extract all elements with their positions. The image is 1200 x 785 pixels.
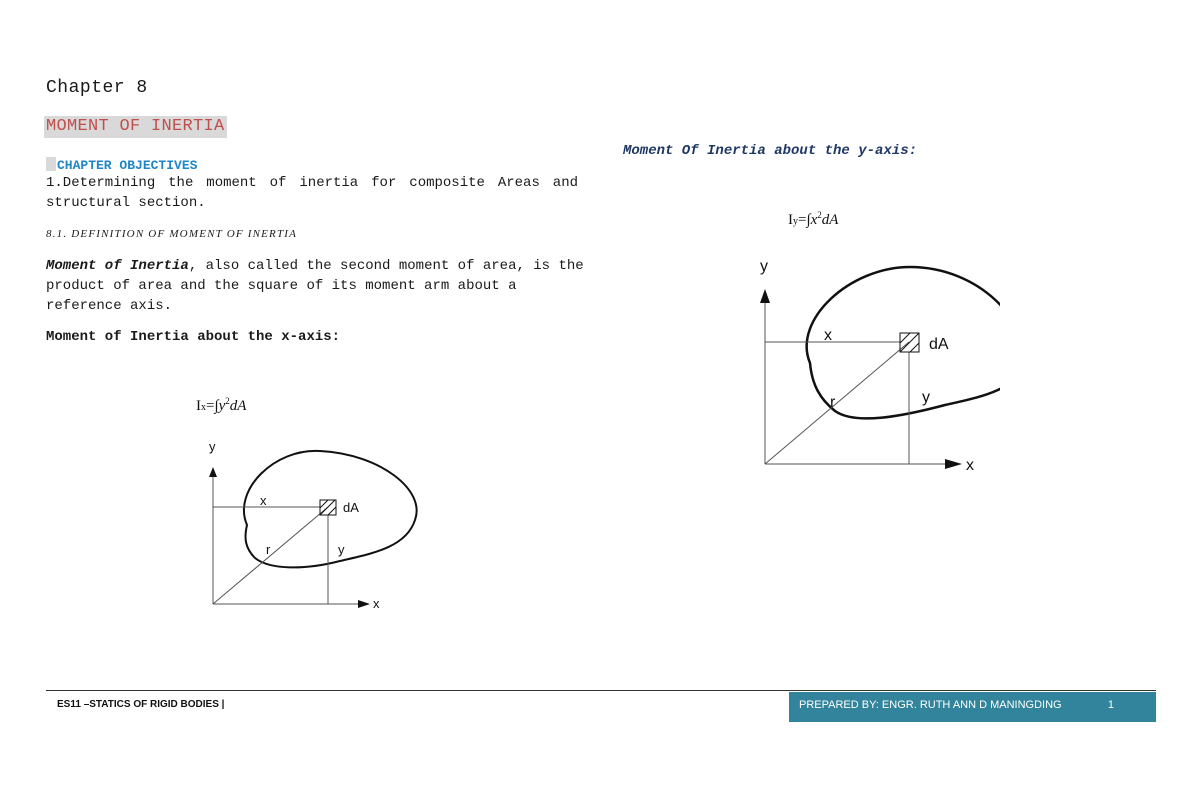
footer-divider — [46, 690, 1156, 691]
r-line — [213, 507, 328, 604]
definition-paragraph — [46, 256, 586, 316]
x-axis-arrow-icon — [945, 459, 962, 469]
formula-ix-integral: =∫ — [206, 398, 219, 414]
formula-ix-lhs: I — [196, 398, 201, 414]
y-axis-figure — [740, 245, 1000, 480]
x-axis-figure — [180, 430, 440, 620]
objectives-heading-text: CHAPTER OBJECTIVES — [57, 158, 198, 173]
chapter-title: Chapter 8 — [46, 78, 148, 98]
y-axis-label: y — [209, 439, 216, 454]
formula-iy-exp: 2 — [817, 210, 822, 220]
formula-iy — [788, 210, 838, 229]
page-number: 1 — [1107, 699, 1114, 711]
formula-ix-da: dA — [229, 398, 247, 414]
y-axis-label: y — [760, 258, 768, 275]
formula-ix — [196, 396, 246, 415]
x-distance-label: x — [260, 493, 267, 508]
objective-item: 1.Determining the moment of inertia for composite Areas and structural section. — [46, 175, 578, 211]
area-outline — [807, 267, 1000, 418]
r-line — [765, 342, 909, 464]
da-label: dA — [343, 500, 359, 515]
formula-iy-da: dA — [821, 212, 839, 228]
topic-title: MOMENT OF INERTIA — [46, 117, 225, 136]
x-distance-label: x — [824, 327, 832, 344]
da-hatch — [320, 500, 328, 508]
formula-iy-integral: =∫ — [798, 212, 811, 228]
formula-iy-var: x — [810, 212, 818, 228]
da-hatch — [328, 507, 336, 515]
definition-term: Moment of Inertia — [46, 258, 189, 274]
y-distance-label: y — [338, 542, 345, 557]
formula-ix-exp: 2 — [225, 396, 230, 406]
x-axis-label: x — [966, 457, 974, 474]
formula-iy-lhs: I — [788, 212, 793, 228]
da-label: dA — [929, 336, 949, 353]
definition-text: , also called the second moment of area, is the product of area and the square of its moment arm about a reference axis. — [46, 258, 584, 314]
highlight-marker — [46, 157, 56, 171]
y-distance-label: y — [922, 389, 930, 406]
y-axis-arrow-icon — [760, 289, 770, 303]
objectives-heading — [46, 157, 197, 173]
x-axis-arrow-icon — [358, 600, 370, 608]
formula-ix-sub: x — [201, 402, 206, 413]
da-hatch — [910, 343, 919, 352]
y-axis-heading: Moment Of Inertia about the y-axis: — [623, 143, 918, 159]
section-heading: 8.1. DEFINITION OF MOMENT OF INERTIA — [46, 228, 298, 240]
r-label: r — [830, 394, 836, 411]
footer-band — [789, 692, 1156, 722]
da-hatch — [900, 333, 919, 352]
formula-ix-var: y — [218, 398, 226, 414]
da-hatch — [320, 500, 335, 515]
x-axis-label: x — [373, 596, 380, 611]
r-label: r — [266, 542, 271, 557]
da-hatch — [900, 333, 910, 343]
formula-iy-sub: y — [793, 216, 798, 227]
x-axis-heading: Moment of Inertia about the x-axis: — [46, 329, 341, 345]
footer-prepared-by: PREPARED BY: ENGR. RUTH ANN D MANINGDING — [799, 699, 1062, 711]
footer-course: ES11 –STATICS OF RIGID BODIES | — [57, 699, 225, 710]
y-axis-arrow-icon — [209, 467, 217, 477]
